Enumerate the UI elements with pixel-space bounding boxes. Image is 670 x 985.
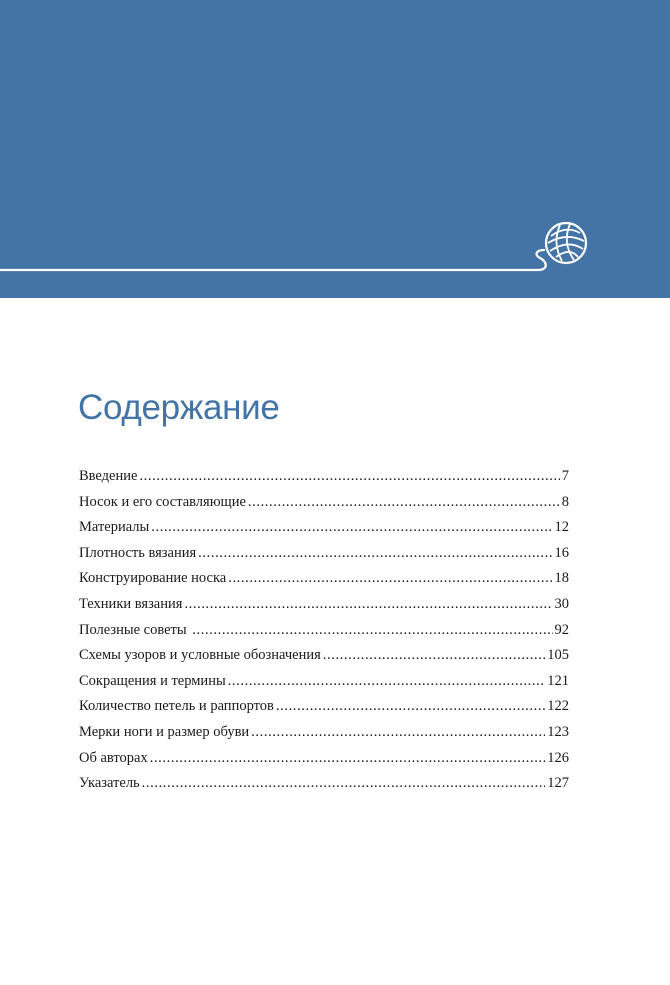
toc-entry-label: Сокращения и термины [79,672,226,689]
toc-entry-page-number: 121 [547,672,569,689]
toc-dot-leader [151,519,552,536]
toc-entry-label: Введение [79,468,138,484]
toc-entry[interactable] [79,673,569,699]
toc-entry-label: Указатель [79,775,140,792]
toc-entry-label: Схемы узоров и условные обозначения [79,647,321,664]
toc-entry[interactable] [79,622,569,648]
toc-dot-leader [228,570,552,587]
toc-dot-leader [142,775,546,792]
toc-entry[interactable] [79,750,569,776]
toc-dot-leader [192,622,552,639]
toc-entry-label: Об авторах [79,749,148,766]
toc-entry-page-number: 105 [547,647,569,664]
toc-entry-page-number: 12 [554,519,569,536]
toc-entry-page-number: 122 [547,698,569,715]
toc-dot-leader [198,545,552,562]
yarn-thread-line [0,250,546,270]
toc-entry-page-number: 8 [561,493,569,510]
toc-entry-page-number: 7 [561,468,569,484]
toc-dot-leader [228,673,546,690]
toc-entry[interactable] [79,468,569,494]
toc-entry-page-number: 30 [554,595,569,612]
toc-entry-label: Носок и его составляющие [79,493,246,510]
toc-entry[interactable] [79,698,569,724]
toc-entry-label: Техники вязания [79,595,183,612]
toc-entry[interactable] [79,724,569,750]
toc-entry[interactable] [79,775,569,801]
toc-entry-label: Конструирование носка [79,570,227,587]
toc-entry-page-number: 127 [547,775,569,792]
toc-entry[interactable] [79,596,569,622]
toc-entry-label: Количество петель и раппортов [79,698,274,715]
toc-dot-leader [276,698,545,715]
toc-entry-page-number: 16 [554,544,569,561]
table-of-contents [79,468,569,801]
toc-entry-page-number: 18 [554,570,569,587]
toc-entry[interactable] [79,647,569,673]
toc-dot-leader [251,724,545,741]
header-band [0,0,670,298]
toc-entry-page-number: 123 [547,723,569,740]
toc-dot-leader [184,596,552,613]
toc-entry[interactable] [79,545,569,571]
toc-entry-label: Мерки ноги и размер обуви [79,723,250,740]
toc-entry-label: Материалы [79,519,150,536]
toc-entry-label: Плотность вязания [79,544,197,561]
yarn-ball-icon [546,223,586,263]
toc-dot-leader [248,494,560,511]
toc-entry[interactable] [79,570,569,596]
page-title: Содержание [78,388,280,427]
toc-dot-leader [139,468,559,485]
toc-entry[interactable] [79,519,569,545]
toc-entry-page-number: 92 [554,621,569,638]
yarn-thread-decoration [0,0,670,298]
toc-entry-page-number: 126 [547,749,569,766]
toc-entry[interactable] [79,494,569,520]
toc-dot-leader [323,647,545,664]
toc-dot-leader [150,750,546,767]
toc-entry-label: Полезные советы [79,621,191,638]
